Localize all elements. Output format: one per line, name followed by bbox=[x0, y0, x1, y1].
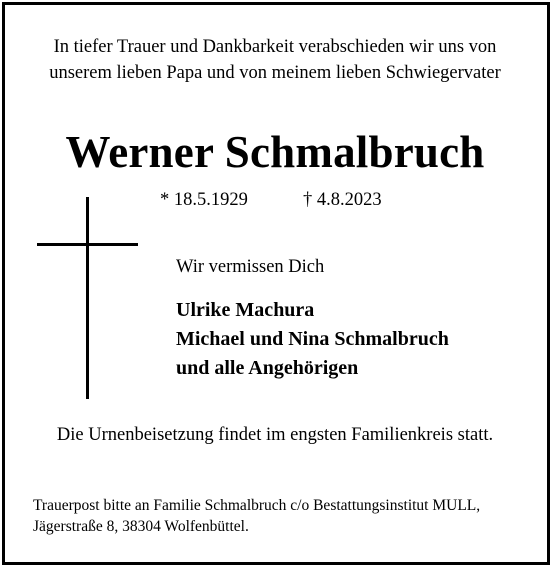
deceased-name: Werner Schmalbruch bbox=[65, 127, 485, 177]
mourners-list bbox=[176, 296, 449, 383]
obituary-border bbox=[2, 2, 550, 565]
condolence-line-2: Jägerstraße 8, 38304 Wolfenbüttel. bbox=[33, 518, 249, 535]
intro-text bbox=[0, 34, 550, 86]
condolence-line-1: Trauerpost bitte an Familie Schmalbruch c/o Bestattungsinstitut MULL, bbox=[33, 497, 481, 514]
intro-line-1: In tiefer Trauer und Dankbarkeit verabschieden wir uns von bbox=[53, 37, 497, 57]
birth-date: * 18.5.1929 bbox=[160, 190, 248, 210]
cross-vertical-bar bbox=[86, 197, 89, 399]
cross-horizontal-bar bbox=[37, 243, 138, 246]
death-date: † 4.8.2023 bbox=[303, 190, 382, 210]
mourner-name: Michael und Nina Schmalbruch bbox=[176, 328, 449, 350]
burial-notice: Die Urnenbeisetzung findet im engsten Familienkreis statt. bbox=[56, 425, 494, 445]
mourner-name: und alle Angehörigen bbox=[176, 357, 359, 379]
intro-line-2: unserem lieben Papa und von meinem lieben Schwiegervater bbox=[49, 63, 501, 83]
condolence-address bbox=[33, 495, 480, 537]
farewell-message: Wir vermissen Dich bbox=[176, 257, 325, 277]
mourner-name: Ulrike Machura bbox=[176, 299, 315, 321]
